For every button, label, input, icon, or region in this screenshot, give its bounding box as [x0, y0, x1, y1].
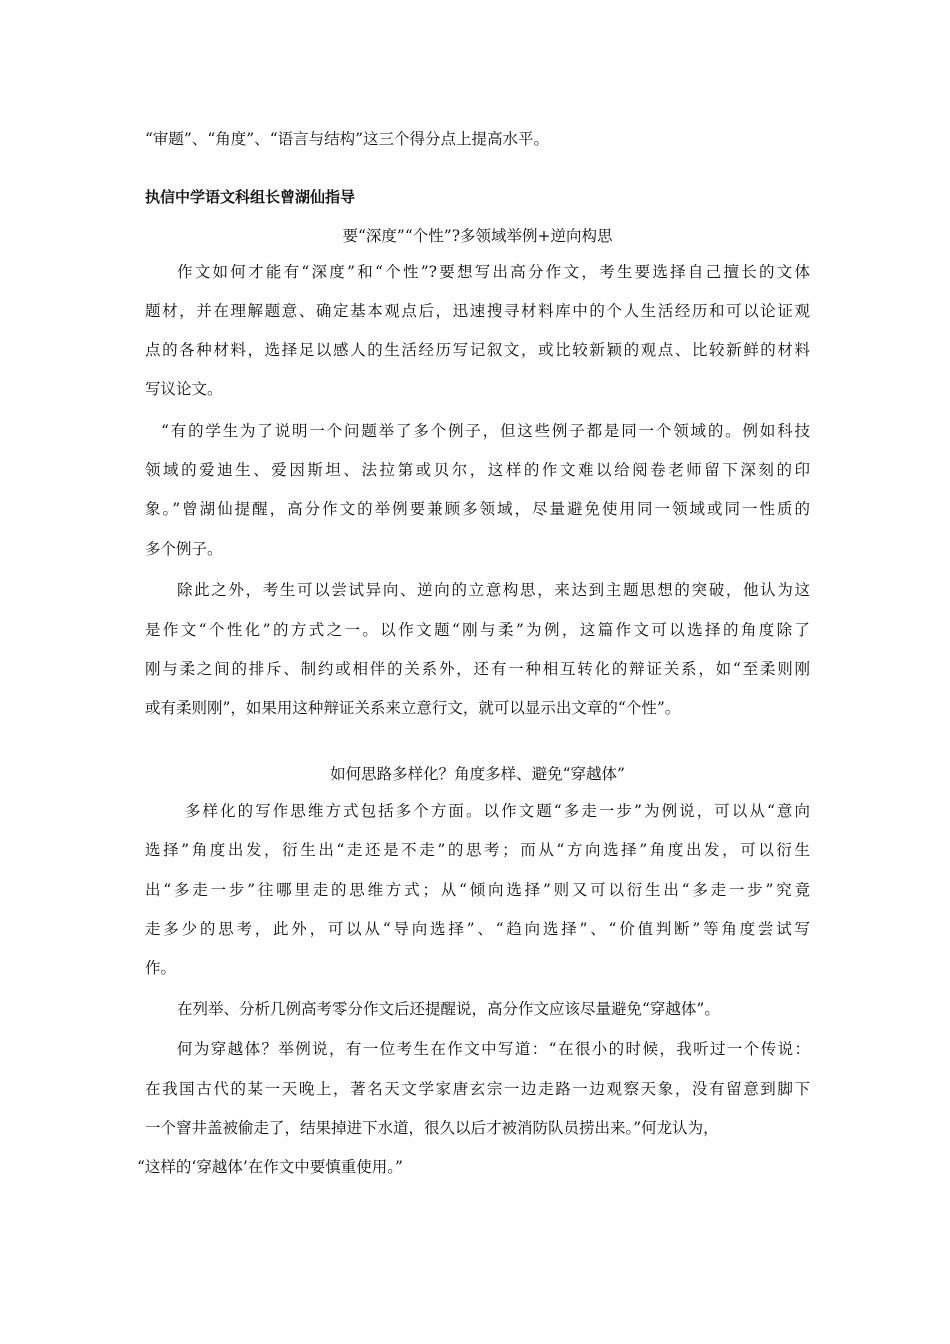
paragraph-line: 除此之外，考生可以尝试异向、逆向的立意构思，来达到主题思想的突破，他认为这: [177, 581, 810, 599]
paragraph-line: 选择”角度出发，衍生出“走还是不走”的思考；而从“方向选择”角度出发，可以衍生: [145, 841, 810, 859]
section-heading: 执信中学语文科组长曾湖仙指导: [145, 188, 356, 206]
paragraph-line: “有的学生为了说明一个问题举了多个例子，但这些例子都是同一个领域的。例如科技: [161, 422, 810, 440]
subheading-depth-personality: 要“深度”“个性”?多领域举例+逆向构思: [342, 227, 613, 245]
paragraph-line: 点的各种材料，选择足以感人的生活经历写记叙文，或比较新颖的观点、比较新鲜的材料: [145, 341, 810, 359]
paragraph-line: “审题”、“角度”、“语言与结构”这三个得分点上提高水平。: [145, 130, 550, 148]
paragraph-line: 走多少的思考，此外，可以从“导向选择”、“趋向选择”、“价值判断”等角度尝试写: [145, 920, 811, 938]
paragraph-line: 写议论文。: [145, 380, 223, 398]
paragraph-line: 领域的爱迪生、爱因斯坦、法拉第或贝尔，这样的作文难以给阅卷老师留下深刻的印: [145, 461, 810, 479]
paragraph-line: 多个例子。: [145, 540, 223, 558]
paragraph-line: 象。”曾湖仙提醒，高分作文的举例要兼顾多领域，尽量避免使用同一领域或同一性质的: [145, 500, 810, 518]
paragraph-line: “这样的‘穿越体’在作文中要慎重使用。”: [137, 1158, 403, 1176]
paragraph-line: 是作文“个性化”的方式之一。以作文题“刚与柔”为例，这篇作文可以选择的角度除了: [145, 621, 810, 639]
paragraph-line: 在我国古代的某一天晚上，著名天文学家唐玄宗一边走路一边观察天象，没有留意到脚下: [145, 1080, 810, 1098]
paragraph-line: 出“多走一步”往哪里走的思维方式；从“倾向选择”则又可以衍生出“多走一步”究竟: [145, 881, 810, 899]
paragraph-line: 作文如何才能有“深度”和“个性”?要想写出高分作文，考生要选择自己擅长的文体: [177, 263, 810, 281]
paragraph-line: 多样化的写作思维方式包括多个方面。以作文题“多走一步”为例说，可以从“意向: [185, 802, 810, 820]
paragraph-line: 何为穿越体？举例说，有一位考生在作文中写道：“在很小的时候，我听过一个传说：: [177, 1040, 810, 1058]
subheading-diverse-thinking: 如何思路多样化？角度多样、避免“穿越体”: [330, 765, 625, 783]
paragraph-line: 题材，并在理解题意、确定基本观点后，迅速搜寻材料库中的个人生活经历和可以论证观: [145, 302, 810, 320]
paragraph-line: 在列举、分析几例高考零分作文后还提醒说，高分作文应该尽量避免“穿越体”。: [177, 1000, 720, 1018]
paragraph-line: 一个窨井盖被偷走了，结果掉进下水道，很久以后才被消防队员捞出来。”何龙认为，: [145, 1119, 719, 1137]
paragraph-line: 刚与柔之间的排斥、制约或相伴的关系外，还有一种相互转化的辩证关系，如“至柔则刚: [145, 660, 810, 678]
paragraph-line: 作。: [145, 959, 177, 977]
paragraph-line: 或有柔则刚”，如果用这种辩证关系来立意行文，就可以显示出文章的“个性”。: [145, 699, 681, 717]
